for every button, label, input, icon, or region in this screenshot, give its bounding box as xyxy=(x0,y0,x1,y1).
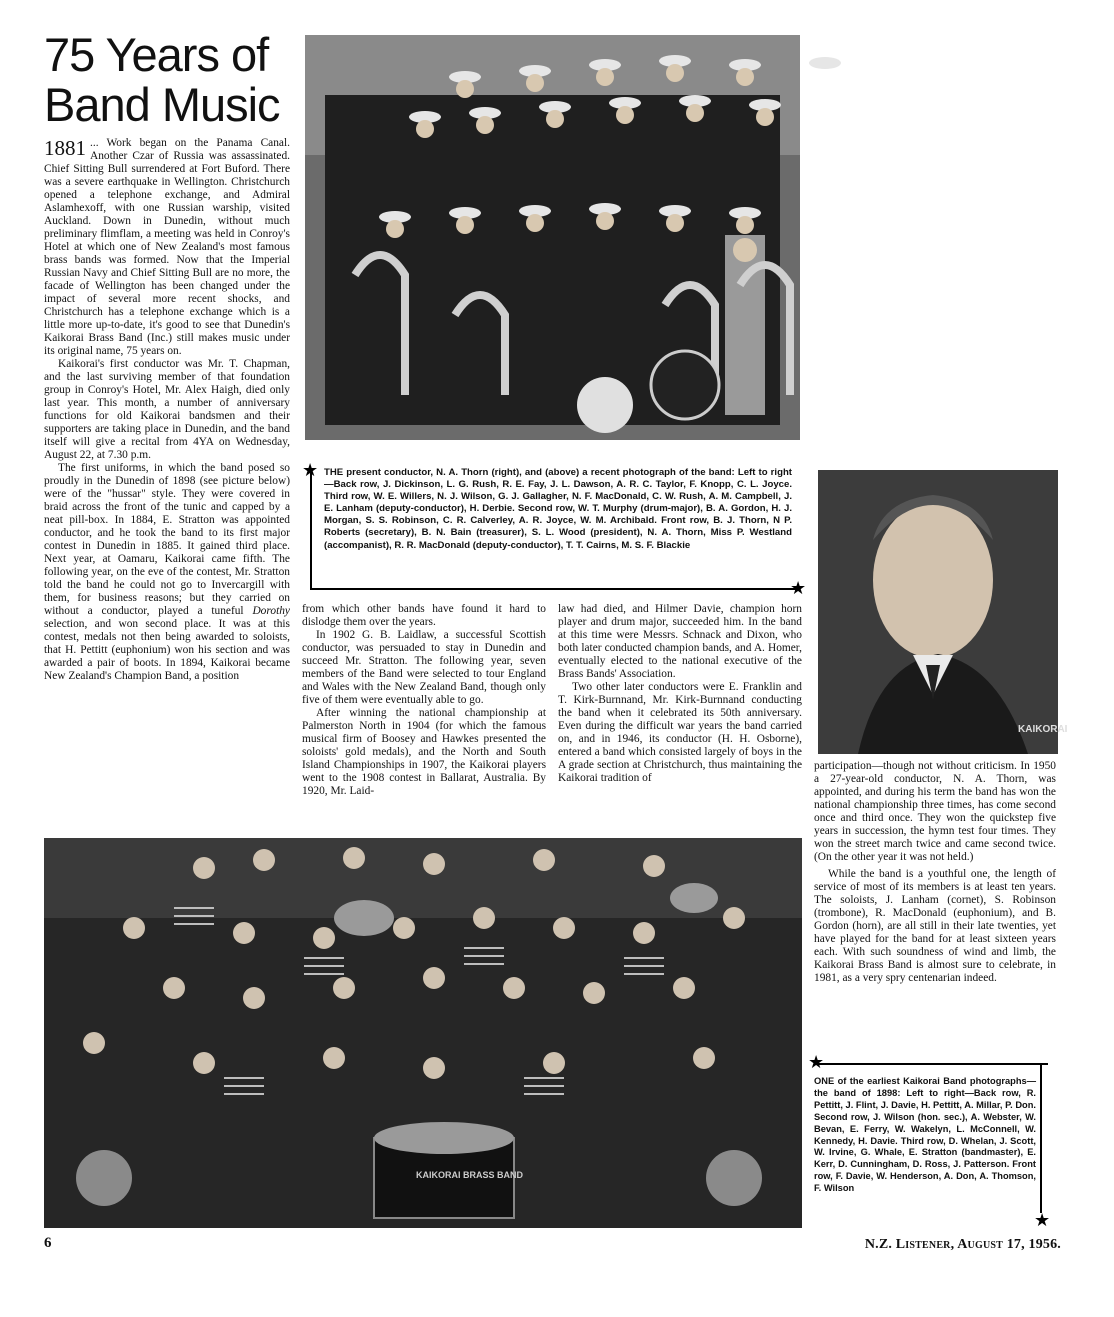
article-paragraph: After winning the national championship at Palmerston North in 1904 (for which the famous musical firm of Boosey and Hawkes presented the soloists' gold medals), and the North and South Island Championships in 1907, the Kaikorai players went to the 1908 contest in Ballarat, Australia. By 1920, Mr. Laid- xyxy=(302,707,546,797)
article-paragraph: In 1902 G. B. Laidlaw, a successful Scottish conductor, was persuaded to stay in Dunedin and succeed Mr. Stratton. The following year, seven members of the Band were selected to tour England and Wales with the New Zealand Band, though only five of them were eventually able to go. xyxy=(302,629,546,706)
shoulder-badge-text: KAIKORAI xyxy=(1018,724,1068,735)
article-column-1 xyxy=(44,137,290,683)
article-column-4 xyxy=(814,760,1056,985)
article-paragraph: law had died, and Hilmer Davie, champion horn player and drum major, succeeded him. In the band at this time were Messrs. Schnack and Dixon, who both later conducted champion bands, and A. Homer, eventually elected to the national executive of the Brass Bands' Association. xyxy=(558,603,802,680)
band-photo-1898 xyxy=(44,838,802,1228)
article-paragraph xyxy=(44,137,290,358)
star-icon: ★ xyxy=(790,578,807,599)
article-paragraph: from which other bands have found it hard to dislodge them over the years. xyxy=(302,603,546,628)
caption-rule-right xyxy=(1040,1063,1042,1213)
paragraph-text: ... Work began on the Panama Canal. Another Czar of Russia was assassinated. Chief Sitting Bull surrendered at Fort Buford. There was a severe earthquake in Wellington. Christchurch opened a telephone exchange, and Admiral Aslamhexoff, with one Russian warship, visited Auckland. Down in Dunedin, without much preliminary flimflam, a meeting was held in Conroy's Hotel at which one of New Zealand's most famous brass bands was formed. Now that the Imperial Russian Navy and Chief Sitting Bull are no more, the facade of Wellington has been changed under the impact of several more recent shocks, and Christchurch has a telephone exchange which is a little more up-to-date, it's good to see that Dunedin's Kaikorai Brass Band (Inc.) still makes music under its original name, 75 years on. xyxy=(44,137,290,357)
paragraph-text: selection, and won second place. It was at this contest, medals not then being awarded to soloists, that H. Pettitt (euphonium) won his section and was awarded a pair of boots. In 1894, Kaikorai became New Zealand's Champion Band, a position xyxy=(44,618,290,682)
headline: 75 Years of Band Music xyxy=(44,28,280,131)
paragraph-text: The first uniforms, in which the band posed so proudly in the Dunedin of 1898 (see picture below) were of the "hussar" style. They were covered in braid across the front of the tunic and capped by a neat pill-box. In 1884, E. Stratton was appointed conductor, and he took the band to its first major contest in Dunedin in 1885. It gained third place. Next year, at Oamaru, Kaikorai came fifth. The following year, on the eve of the contest, Mr. Stratton told the band he could not go to Invercargill with them, for business reasons; but they carried on without a conductor, played a tuneful xyxy=(44,462,290,617)
star-icon: ★ xyxy=(1034,1210,1051,1231)
portrait-illustration xyxy=(818,470,1068,754)
caption-top: THE present conductor, N. A. Thorn (right), and (above) a recent photograph of the band: Left to right—Back row, J. Dickinson, L. G. Rush, R. E. Fay, J. L. Dawson, A. R. C. Taylor, F. Knopp, C. L. Joyce. Third row, W. E. Willers, N. J. Wilson, G. J. Gallagher, N. F. MacDonald, C. W. Rush, A. M. Campbell, J. E. Lanham (deputy-conductor), H. Derbie. Second row, W. T. Murphy (drum-major), B. A. Gordon, H. J. Morgan, S. S. Robinson, C. R. Calverley, A. R. Joyce, W. M. Archibald. Front row, B. J. Thorn, N P. Roberts (secretary), B. N. Bain (treasurer), S. L. Wood (president), N. A. Thorn, Miss P. Westland (accompanist), R. R. MacDonald (deputy-conductor), T. T. Cairns, M. S. F. Blackie xyxy=(324,467,792,551)
star-icon: ★ xyxy=(302,460,319,481)
conductor-portrait xyxy=(818,470,1068,754)
article-column-2 xyxy=(302,603,546,798)
page-number: 6 xyxy=(44,1235,52,1251)
italic-title: Dorothy xyxy=(252,605,290,617)
drum-lettering: KAIKORAI BRASS BAND xyxy=(416,1170,524,1180)
band-photo-illustration xyxy=(305,35,800,440)
historic-photo-illustration xyxy=(44,838,802,1228)
caption-bottom: ONE of the earliest Kaikorai Band photographs—the band of 1898: Left to right—Back row, R. Pettitt, J. Flint, J. Davie, H. Pettitt, A. Millar, P. Don. Second row, J. Wilson (hon. sec.), A. Webster, W. Bevan, E. Ferry, W. Wakelyn, L. McConnell, W. Kennedy, H. Davie. Third row, D. Whelan, J. Scott, W. Irvine, G. Whale, E. Stratton (bandmaster), E. Kerr, D. Cunningham, D. Ross, J. Patterson. Front row, F. Davie, W. Henderson, A. Don, A. Thomson, F. Wilson xyxy=(814,1076,1036,1194)
article-paragraph: participation—though not without criticism. In 1950 a 27-year-old conductor, N. A. Thorn, was appointed, and during his term the band has won the national championship three times, has come second once and third once. They won the quickstep five years in succession, the hymn test four times. They won the street march twice and came second twice. (On the other year it was not held.) xyxy=(814,760,1056,863)
publication-line: N.Z. Listener, August 17, 1956. xyxy=(864,1237,1061,1252)
article-paragraph xyxy=(44,462,290,683)
article-paragraph: Two other later conductors were E. Franklin and T. Kirk-Burnnand, Mr. Kirk-Burnnand conducting the band when it celebrated its 50th anniversary. Even during the difficult war years the band carried on, and in 1946, its conductor (H. H. Osborne), entered a band which consisted largely of boys in the A grade section at Christchurch, thus maintaining the Kaikorai tradition of xyxy=(558,681,802,784)
article-column-3 xyxy=(558,603,802,785)
article-paragraph: Kaikorai's first conductor was Mr. T. Chapman, and the last surviving member of that foundation group in Conroy's Hotel, Mr. Alex Haigh, died only last year. This month, a number of anniversary functions for old Kaikorai bandsmen and their supporters are taking place in Dunedin, and the band itself will give a recital from 4YA on Wednesday, August 22, at 7.30 p.m. xyxy=(44,358,290,461)
caption-bottom-box xyxy=(808,1054,1060,1230)
caption-rule-left xyxy=(310,470,312,588)
dateline-year: 1881 xyxy=(44,136,86,160)
star-icon: ★ xyxy=(808,1052,825,1073)
caption-top-box xyxy=(302,460,807,599)
caption-rule-bottom xyxy=(310,588,798,590)
band-photo-1956 xyxy=(305,35,800,440)
caption-rule-top xyxy=(816,1063,1048,1065)
article-paragraph: While the band is a youthful one, the length of service of most of its members is at least ten years. The soloists, J. Lanham (cornet), S. Robinson (trombone), R. MacDonald (euphonium), and B. Gordon (horn), are all still in their late twenties, yet have played for the band for at least sixteen years each. With such soundness of wind and limb, the Kaikorai Brass Band is almost sure to celebrate, in 1981, as a very spry centenarian indeed. xyxy=(814,868,1056,984)
